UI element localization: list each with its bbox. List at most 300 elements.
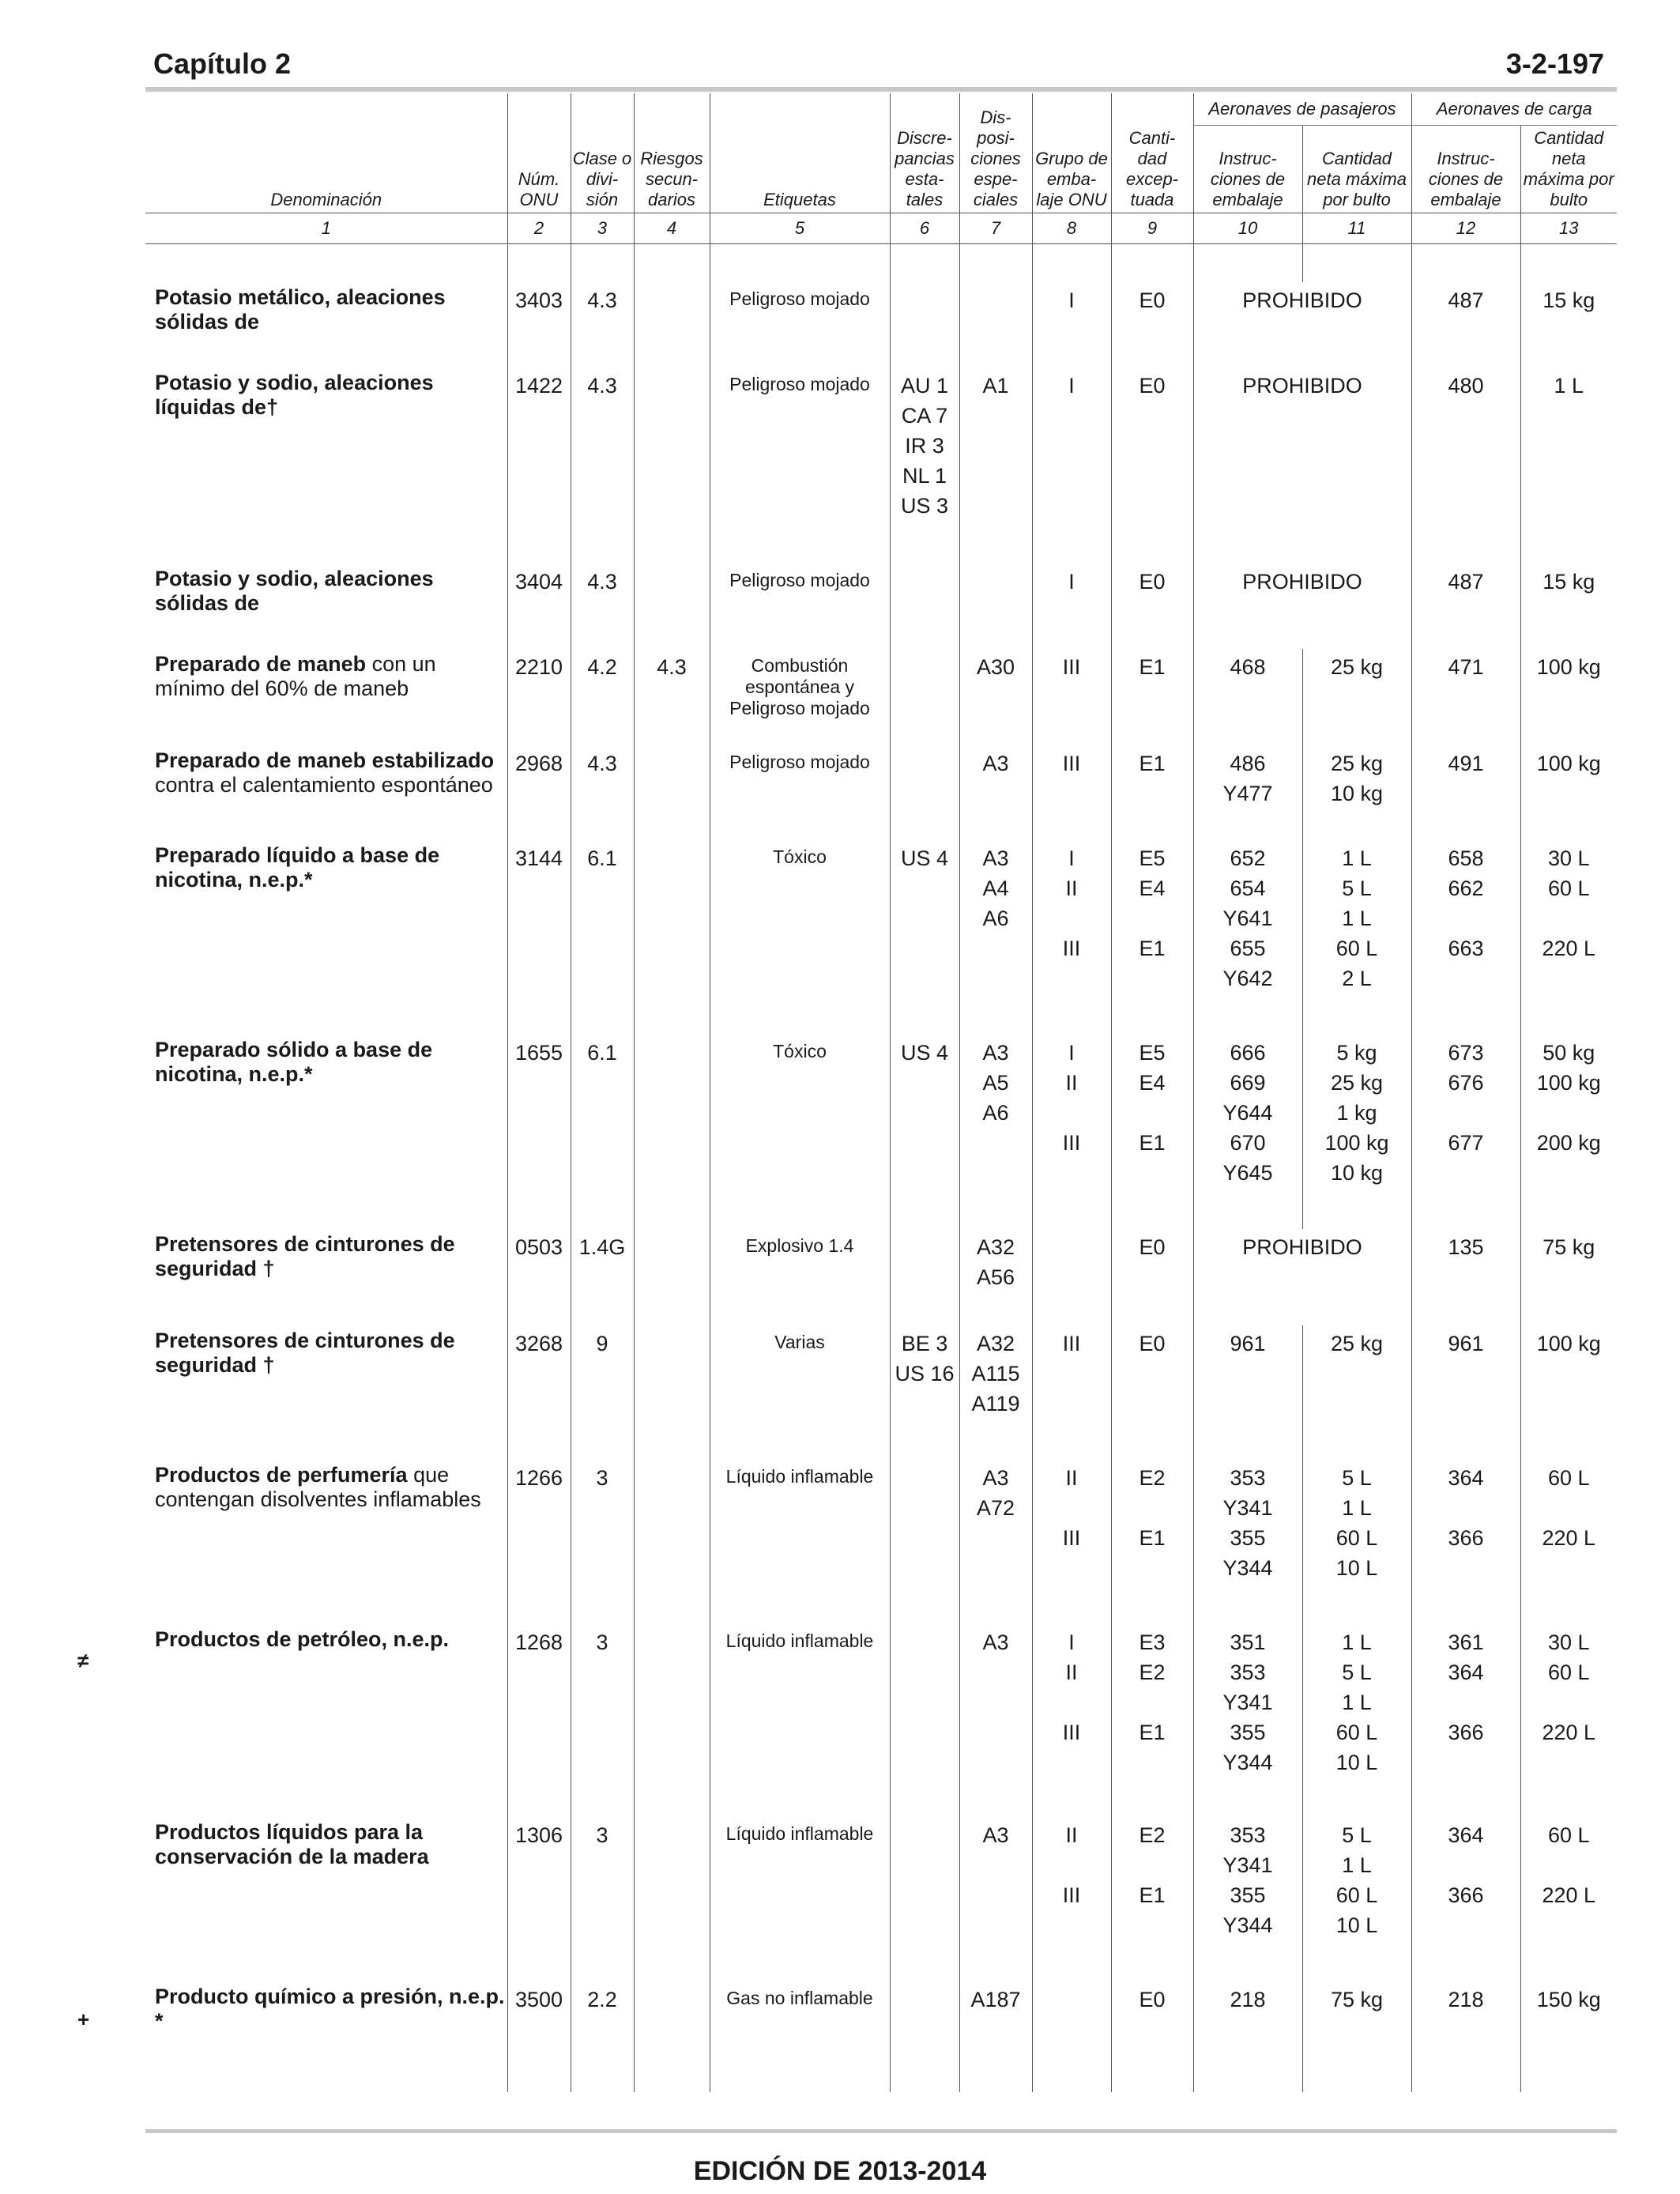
dangerous-goods-table [145, 93, 1617, 2092]
passenger-max-quantity-value: 5 L [1342, 1823, 1372, 1847]
special-provisions-value: A56 [976, 1265, 1015, 1289]
column-number: 10 [1193, 213, 1302, 244]
substance-name-bold: Potasio y sodio, aleaciones sólidas de [155, 567, 434, 615]
packing-group-value [1034, 903, 1109, 933]
state-variations [890, 282, 959, 368]
substance-name-bold: Pretensores de cinturones de seguridad † [155, 1232, 455, 1280]
col-header-4: Riesgos secun- darios [634, 93, 710, 213]
passenger-max-quantity-value: 10 kg [1330, 782, 1384, 805]
passenger-max-quantity [1302, 1325, 1411, 1460]
cargo-packing-instruction-value [1414, 903, 1519, 933]
substance-name [145, 564, 507, 649]
state-variations-value: US 4 [900, 846, 949, 870]
cargo-max-quantity-value: 15 kg [1543, 288, 1595, 312]
hazard-label: Peligroso mojado [710, 282, 890, 368]
substance-name-bold: Preparado de maneb [155, 652, 367, 676]
column-number-row [145, 213, 1617, 244]
passenger-max-quantity [1302, 840, 1411, 1035]
hazard-label: Gas no inflamable [710, 1981, 890, 2092]
cargo-packing-instruction-value [1414, 1747, 1519, 1777]
table-row [145, 1817, 1617, 1981]
substance-name-bold: Preparado líquido a base de nicotina, n.e.p.* [155, 843, 440, 892]
un-number: 1306 [507, 1817, 571, 1981]
cargo-packing-instruction-value [1414, 1553, 1519, 1583]
passenger-packing-instruction-value: 353 [1230, 1823, 1266, 1847]
class-division: 3 [571, 1460, 634, 1624]
cargo-max-quantity-value: 100 kg [1536, 1071, 1601, 1095]
cargo-packing-instruction-value [1414, 963, 1519, 993]
col-header-5: Etiquetas [710, 93, 890, 213]
passenger-packing-instruction [1193, 649, 1302, 745]
packing-group-value [1034, 1910, 1109, 1940]
packing-group [1032, 1817, 1111, 1981]
forbidden-notice: PROHIBIDO [1193, 282, 1411, 368]
packing-group [1032, 840, 1111, 1035]
excepted-quantity-value: E2 [1139, 1466, 1166, 1490]
column-number: 9 [1111, 213, 1193, 244]
packing-group-value: III [1062, 1721, 1081, 1744]
spacer-row [145, 244, 1617, 283]
subsidiary-risk [634, 1817, 710, 1981]
col-header-3: Clase o divi- sión [571, 93, 634, 213]
cargo-max-quantity [1520, 1325, 1617, 1460]
passenger-packing-instruction-value: 351 [1230, 1630, 1266, 1654]
excepted-quantity-value: E0 [1139, 1332, 1166, 1355]
packing-group [1032, 282, 1111, 368]
special-provisions [959, 1325, 1032, 1460]
special-provisions-value: A30 [976, 655, 1015, 679]
col-header-8: Grupo de emba- laje ONU [1032, 93, 1111, 213]
subsidiary-risk [634, 1981, 710, 2092]
cargo-packing-instruction-value: 491 [1448, 752, 1484, 775]
cargo-max-quantity-value: 75 kg [1543, 1235, 1595, 1259]
cargo-packing-instruction-value: 361 [1448, 1630, 1484, 1654]
spacer-cell [1411, 244, 1520, 283]
passenger-packing-instruction [1193, 1325, 1302, 1460]
excepted-quantity-value: E5 [1139, 1041, 1166, 1065]
class-division: 3 [571, 1817, 634, 1981]
packing-group-value: II [1065, 1823, 1078, 1847]
un-number: 1266 [507, 1460, 571, 1624]
excepted-quantity [1111, 564, 1193, 649]
substance-name [145, 1460, 507, 1624]
excepted-quantity-value: E3 [1139, 1630, 1166, 1654]
column-number: 5 [710, 213, 890, 244]
excepted-quantity [1111, 1035, 1193, 1229]
cargo-max-quantity-value: 220 L [1542, 1526, 1596, 1550]
state-variations [890, 649, 959, 745]
cargo-packing-instruction [1411, 840, 1520, 1035]
excepted-quantity-value: E1 [1139, 752, 1166, 775]
substance-name [145, 1229, 507, 1325]
un-number: 1422 [507, 368, 571, 564]
cargo-max-quantity [1520, 1624, 1617, 1817]
excepted-quantity-value: E0 [1139, 1988, 1166, 2011]
un-number: 2210 [507, 649, 571, 745]
excepted-quantity-value: E1 [1139, 1883, 1166, 1907]
un-number: 1268 [507, 1624, 571, 1817]
cargo-max-quantity-value [1523, 963, 1616, 993]
cargo-packing-instruction-value: 480 [1448, 374, 1484, 398]
cargo-max-quantity [1520, 745, 1617, 840]
substance-name-bold: Productos de perfumería [155, 1463, 408, 1487]
state-variations-value: US 3 [900, 494, 949, 518]
excepted-quantity-value [1113, 903, 1192, 933]
passenger-max-quantity-value: 100 kg [1324, 1131, 1389, 1155]
passenger-max-quantity-value: 25 kg [1330, 655, 1384, 679]
state-variations-value: US 4 [900, 1041, 949, 1065]
excepted-quantity-value: E2 [1139, 1661, 1166, 1684]
state-variations [890, 1624, 959, 1817]
hazard-label: Peligroso mojado [710, 745, 890, 840]
passenger-packing-instruction-value: Y344 [1222, 1556, 1273, 1580]
passenger-packing-instruction [1193, 1035, 1302, 1229]
excepted-quantity-value: E4 [1139, 1071, 1166, 1095]
cargo-max-quantity [1520, 564, 1617, 649]
column-number: 7 [959, 213, 1032, 244]
forbidden-notice: PROHIBIDO [1193, 1229, 1411, 1325]
substance-name-bold: Producto químico a presión, n.e.p. * [155, 1985, 505, 2033]
table-row [145, 745, 1617, 840]
cargo-packing-instruction-value: 218 [1448, 1988, 1484, 2011]
excepted-quantity [1111, 1981, 1193, 2092]
cargo-max-quantity-value [1523, 1747, 1616, 1777]
class-division: 4.3 [571, 745, 634, 840]
table-row [145, 1229, 1617, 1325]
substance-name [145, 282, 507, 368]
state-variations-value: AU 1 [900, 374, 949, 398]
un-number: 1655 [507, 1035, 571, 1229]
substance-name [145, 1035, 507, 1229]
excepted-quantity-value: E0 [1139, 570, 1166, 594]
state-variations [890, 1817, 959, 1981]
state-variations [890, 1035, 959, 1229]
class-division: 6.1 [571, 1035, 634, 1229]
cargo-packing-instruction-value [1414, 1158, 1519, 1188]
packing-group-value: III [1062, 1526, 1081, 1550]
col-header-1: Denominación [270, 190, 382, 209]
packing-group-value: III [1062, 752, 1081, 775]
passenger-packing-instruction-value: Y344 [1222, 1913, 1273, 1937]
passenger-packing-instruction-value: Y341 [1222, 1691, 1273, 1714]
subsidiary-risk [634, 1035, 710, 1229]
cargo-max-quantity-value: 60 L [1547, 1823, 1590, 1847]
special-provisions [959, 745, 1032, 840]
un-number: 0503 [507, 1229, 571, 1325]
cargo-packing-instruction-value [1414, 1850, 1519, 1880]
cargo-max-quantity-value [1523, 1687, 1616, 1717]
passenger-max-quantity [1302, 1817, 1411, 1981]
passenger-packing-instruction-value: Y642 [1222, 967, 1273, 990]
subsidiary-risk [634, 1325, 710, 1460]
column-number: 8 [1032, 213, 1111, 244]
table-row [145, 649, 1617, 745]
passenger-max-quantity [1302, 1035, 1411, 1229]
passenger-max-quantity-value: 2 L [1342, 967, 1372, 990]
spacer-cell [1520, 244, 1617, 283]
spacer-cell [507, 244, 571, 283]
table-row [145, 1981, 1617, 2092]
passenger-max-quantity-value: 5 L [1342, 1661, 1372, 1684]
passenger-max-quantity-value: 5 kg [1336, 1041, 1377, 1065]
excepted-quantity-value: E0 [1139, 374, 1166, 398]
passenger-max-quantity-value: 1 L [1342, 1630, 1372, 1654]
un-number: 2968 [507, 745, 571, 840]
packing-group [1032, 1035, 1111, 1229]
state-variations [890, 1981, 959, 2092]
substance-name-bold: Potasio y sodio, aleaciones líquidas de† [155, 371, 434, 419]
cargo-max-quantity-value [1523, 1553, 1616, 1583]
cargo-packing-instruction [1411, 1981, 1520, 2092]
packing-group [1032, 1981, 1111, 2092]
packing-group-value: III [1062, 1332, 1081, 1355]
cargo-max-quantity-value: 220 L [1542, 1883, 1596, 1907]
subsidiary-risk [634, 282, 710, 368]
excepted-quantity-value [1113, 1910, 1192, 1940]
margin-mark-change: ≠ [77, 1649, 89, 1672]
column-number: 11 [1302, 213, 1411, 244]
table-row [145, 564, 1617, 649]
passenger-max-quantity-value: 1 L [1342, 1691, 1372, 1714]
special-provisions-value: A119 [971, 1392, 1020, 1416]
passenger-max-quantity [1302, 745, 1411, 840]
special-provisions [959, 368, 1032, 564]
substance-name-detail: que contengan disolventes inflamables [155, 1463, 481, 1511]
excepted-quantity-value: E1 [1139, 1526, 1166, 1550]
packing-group-value: I [1068, 846, 1075, 870]
cargo-max-quantity-value [1523, 1493, 1616, 1523]
passenger-packing-instruction-value: 355 [1230, 1526, 1266, 1550]
passenger-max-quantity [1302, 1624, 1411, 1817]
packing-group-value: III [1062, 655, 1081, 679]
passenger-max-quantity-value: 60 L [1335, 1721, 1378, 1744]
excepted-quantity-value: E0 [1139, 1235, 1166, 1259]
cargo-packing-instruction [1411, 1817, 1520, 1981]
passenger-max-quantity-value: 10 L [1335, 1751, 1378, 1774]
cargo-max-quantity-value [1523, 1158, 1616, 1188]
cargo-max-quantity-value: 50 kg [1543, 1041, 1595, 1065]
cargo-max-quantity-value: 220 L [1542, 1721, 1596, 1744]
spacer-cell [1032, 244, 1111, 283]
passenger-packing-instruction [1193, 1981, 1302, 2092]
passenger-packing-instruction [1193, 840, 1302, 1035]
excepted-quantity-value: E1 [1139, 937, 1166, 960]
un-number: 3403 [507, 282, 571, 368]
passenger-max-quantity-value: 1 L [1342, 907, 1372, 930]
table-row [145, 840, 1617, 1035]
passenger-max-quantity-value: 1 L [1342, 1496, 1372, 1520]
cargo-packing-instruction-value [1414, 1098, 1519, 1128]
packing-group-value: I [1068, 570, 1075, 594]
excepted-quantity-value [1113, 963, 1192, 993]
cargo-packing-instruction-value [1414, 1493, 1519, 1523]
un-number: 3144 [507, 840, 571, 1035]
passenger-packing-instruction-value: Y645 [1222, 1161, 1273, 1185]
passenger-packing-instruction-value: 670 [1230, 1131, 1266, 1155]
state-variations-value: US 16 [895, 1362, 955, 1385]
passenger-max-quantity-value: 60 L [1335, 1526, 1378, 1550]
excepted-quantity [1111, 1817, 1193, 1981]
special-provisions-value: A3 [982, 752, 1009, 775]
cargo-packing-instruction [1411, 564, 1520, 649]
packing-group-value [1034, 1493, 1109, 1523]
subsidiary-risk [634, 368, 710, 564]
substance-name [145, 1624, 507, 1817]
excepted-quantity [1111, 840, 1193, 1035]
special-provisions [959, 1229, 1032, 1325]
hazard-label: Líquido inflamable [710, 1817, 890, 1981]
packing-group-value [1034, 1158, 1109, 1188]
edition-footer: EDICIÓN DE 2013-2014 [693, 2156, 987, 2186]
cargo-packing-instruction-value: 364 [1448, 1661, 1484, 1684]
passenger-packing-instruction-value: 468 [1230, 655, 1266, 679]
state-variations-value: BE 3 [901, 1332, 948, 1355]
special-provisions-value: A6 [982, 1101, 1009, 1125]
hazard-label: Tóxico [710, 1035, 890, 1229]
packing-group-value [1034, 1687, 1109, 1717]
packing-group-value [1034, 1553, 1109, 1583]
col-header-2: Núm. ONU [507, 93, 571, 213]
cargo-packing-instruction [1411, 1325, 1520, 1460]
class-division: 2.2 [571, 1981, 634, 2092]
un-number: 3500 [507, 1981, 571, 2092]
cargo-packing-instruction [1411, 1624, 1520, 1817]
spacer-cell [959, 244, 1032, 283]
substance-name [145, 1981, 507, 2092]
cargo-max-quantity-value: 60 L [1547, 1466, 1590, 1490]
excepted-quantity-value: E4 [1139, 876, 1166, 900]
cargo-packing-instruction-value: 487 [1448, 288, 1484, 312]
hazard-label: Explosivo 1.4 [710, 1229, 890, 1325]
cargo-max-quantity [1520, 368, 1617, 564]
cargo-packing-instruction [1411, 282, 1520, 368]
col-header-10: Instruc- ciones de embalaje [1193, 126, 1302, 213]
passenger-packing-instruction [1193, 745, 1302, 840]
spacer-cell [710, 244, 890, 283]
passenger-packing-instruction-value: 654 [1230, 876, 1266, 900]
special-provisions-value: A3 [982, 1041, 1009, 1065]
cargo-packing-instruction-value: 366 [1448, 1721, 1484, 1744]
passenger-max-quantity [1302, 649, 1411, 745]
passenger-max-quantity-value: 10 kg [1330, 1161, 1384, 1185]
forbidden-notice: PROHIBIDO [1193, 564, 1411, 649]
special-provisions-value: A32 [976, 1235, 1015, 1259]
special-provisions [959, 649, 1032, 745]
group-header-cargo: Aeronaves de carga [1411, 93, 1617, 126]
excepted-quantity-value [1113, 1747, 1192, 1777]
packing-group [1032, 1229, 1111, 1325]
table-row [145, 1460, 1617, 1624]
packing-group-value [1034, 963, 1109, 993]
class-division: 3 [571, 1624, 634, 1817]
passenger-max-quantity-value: 10 L [1335, 1913, 1378, 1937]
cargo-packing-instruction [1411, 1460, 1520, 1624]
excepted-quantity [1111, 1229, 1193, 1325]
packing-group-value: III [1062, 1131, 1081, 1155]
substance-name [145, 649, 507, 745]
passenger-packing-instruction-value: 652 [1230, 846, 1266, 870]
cargo-max-quantity [1520, 1817, 1617, 1981]
cargo-max-quantity [1520, 1229, 1617, 1325]
packing-group-value: II [1065, 1661, 1078, 1684]
subsidiary-risk [634, 1624, 710, 1817]
col-header-9: Canti- dad excep- tuada [1111, 93, 1193, 213]
substance-name [145, 1325, 507, 1460]
cargo-max-quantity [1520, 1981, 1617, 2092]
excepted-quantity [1111, 282, 1193, 368]
substance-name [145, 745, 507, 840]
passenger-packing-instruction-value: 353 [1230, 1466, 1266, 1490]
spacer-cell [1193, 244, 1302, 283]
passenger-packing-instruction [1193, 1624, 1302, 1817]
special-provisions [959, 1035, 1032, 1229]
class-division: 4.3 [571, 368, 634, 564]
subsidiary-risk [634, 745, 710, 840]
cargo-max-quantity [1520, 282, 1617, 368]
hazard-label: Líquido inflamable [710, 1624, 890, 1817]
packing-group-value: II [1065, 1071, 1078, 1095]
cargo-max-quantity-value: 200 kg [1536, 1131, 1601, 1155]
passenger-packing-instruction-value: Y341 [1222, 1853, 1273, 1877]
spacer-cell [634, 244, 710, 283]
cargo-max-quantity-value: 100 kg [1536, 752, 1601, 775]
cargo-max-quantity-value: 100 kg [1536, 1332, 1601, 1355]
spacer-cell [1111, 244, 1193, 283]
cargo-packing-instruction-value: 961 [1448, 1332, 1484, 1355]
hazard-label: Peligroso mojado [710, 368, 890, 564]
special-provisions-value: A3 [982, 846, 1009, 870]
excepted-quantity [1111, 745, 1193, 840]
subsidiary-risk [634, 1229, 710, 1325]
special-provisions [959, 1981, 1032, 2092]
un-number: 3268 [507, 1325, 571, 1460]
passenger-max-quantity-value: 25 kg [1330, 1332, 1384, 1355]
column-number: 6 [890, 213, 959, 244]
substance-name-bold: Preparado de maneb estabilizado [155, 748, 495, 772]
substance-name [145, 368, 507, 564]
packing-group [1032, 564, 1111, 649]
group-header-passenger: Aeronaves de pasajeros [1193, 93, 1411, 126]
passenger-max-quantity-value: 1 kg [1336, 1101, 1377, 1125]
passenger-max-quantity-value: 5 L [1342, 1466, 1372, 1490]
cargo-max-quantity-value: 220 L [1542, 937, 1596, 960]
excepted-quantity-value: E5 [1139, 846, 1166, 870]
state-variations-value: NL 1 [902, 464, 947, 488]
packing-group-value: III [1062, 937, 1081, 960]
packing-group [1032, 745, 1111, 840]
page-number: 3-2-197 [1505, 47, 1604, 80]
cargo-packing-instruction-value: 135 [1448, 1235, 1484, 1259]
packing-group-value: II [1065, 1466, 1078, 1490]
cargo-max-quantity [1520, 1035, 1617, 1229]
cargo-packing-instruction [1411, 1035, 1520, 1229]
packing-group-value: I [1068, 1630, 1075, 1654]
packing-group-value: III [1062, 1883, 1081, 1907]
excepted-quantity [1111, 1624, 1193, 1817]
excepted-quantity [1111, 368, 1193, 564]
cargo-packing-instruction-value: 663 [1448, 937, 1484, 960]
substance-name-detail: con un mínimo del 60% de maneb [155, 652, 436, 700]
table-row [145, 1035, 1617, 1229]
hazard-label: Peligroso mojado [710, 564, 890, 649]
cargo-max-quantity-value [1523, 903, 1616, 933]
packing-group [1032, 368, 1111, 564]
packing-group [1032, 1460, 1111, 1624]
cargo-max-quantity-value: 15 kg [1543, 570, 1595, 594]
state-variations [890, 1229, 959, 1325]
state-variations-value: CA 7 [901, 404, 948, 428]
passenger-packing-instruction-value: 353 [1230, 1661, 1266, 1684]
